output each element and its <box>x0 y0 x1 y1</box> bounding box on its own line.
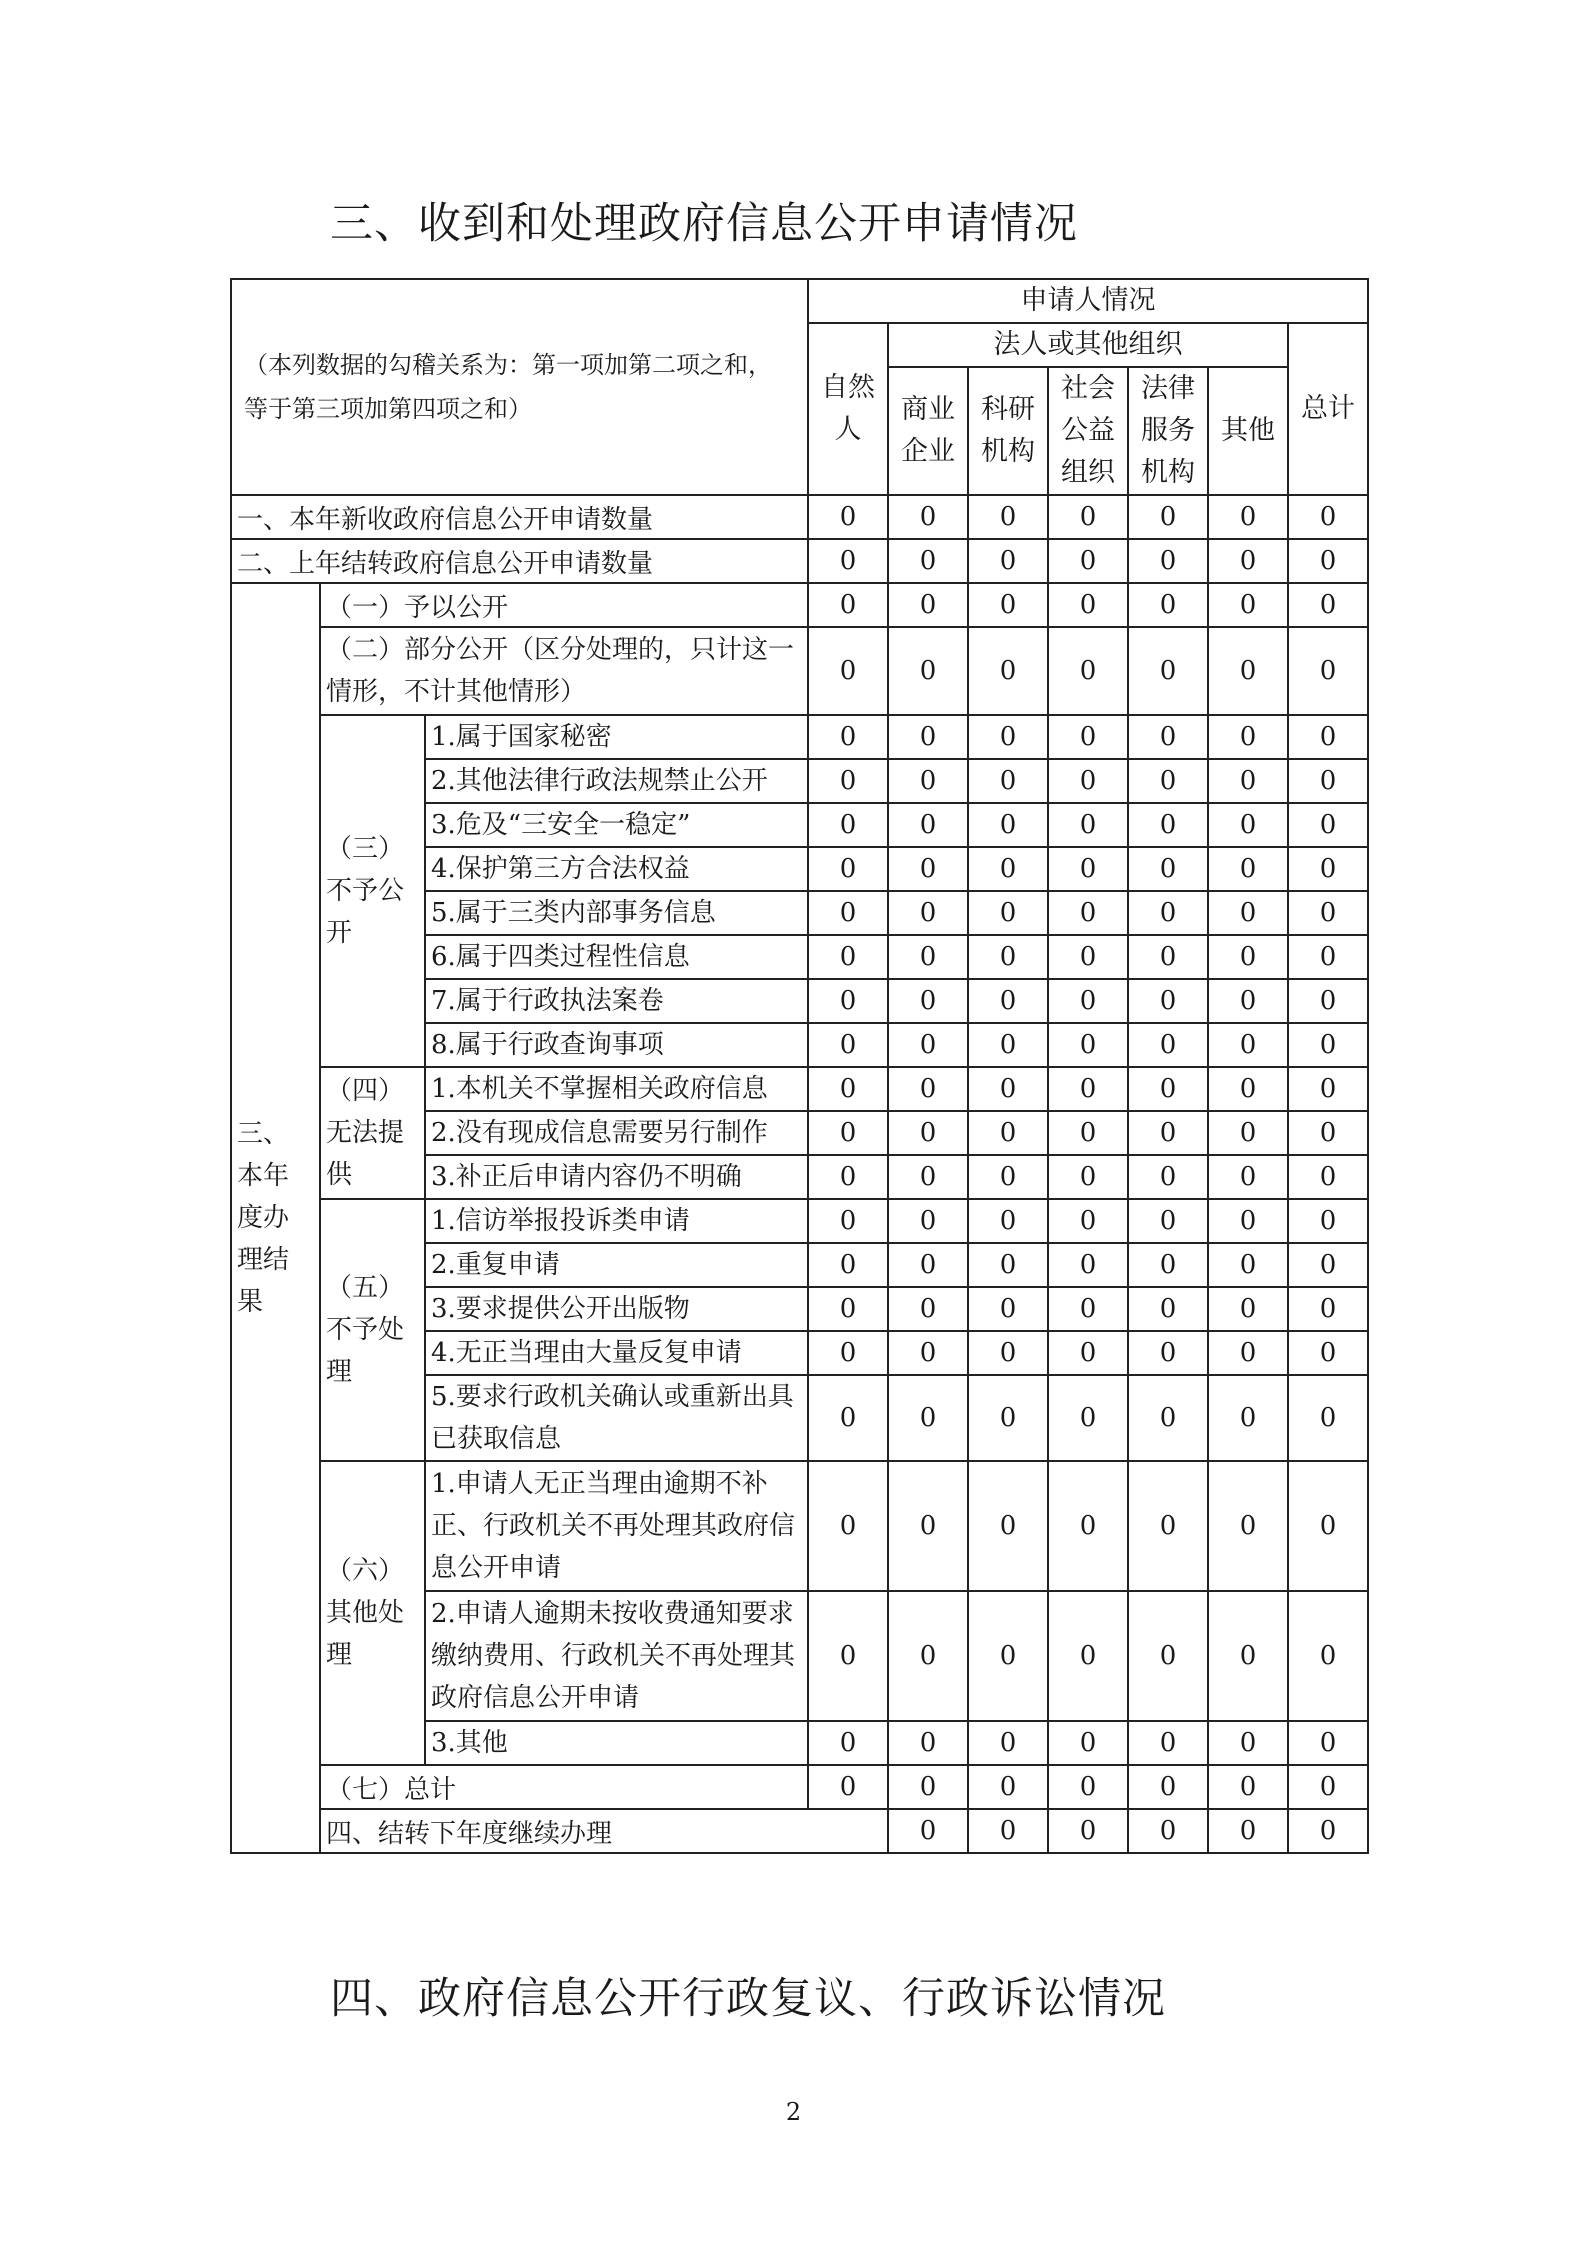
value-cell: 0 <box>888 1199 968 1243</box>
header-natural-person: 自然人 <box>808 323 888 495</box>
value-cell: 0 <box>1128 1023 1208 1067</box>
value-cell: 0 <box>1048 1155 1128 1199</box>
value-cell: 0 <box>888 1287 968 1331</box>
value-cell: 0 <box>1208 1243 1288 1287</box>
value-cell: 0 <box>1208 1765 1288 1809</box>
value-cell: 0 <box>808 627 888 715</box>
value-cell: 0 <box>1288 1375 1368 1461</box>
value-cell: 0 <box>1288 979 1368 1023</box>
header-applicant: 申请人情况 <box>808 279 1368 323</box>
value-cell: 0 <box>888 1375 968 1461</box>
value-cell: 0 <box>808 1111 888 1155</box>
value-cell: 0 <box>1128 979 1208 1023</box>
row-label-new-applications: 一、本年新收政府信息公开申请数量 <box>231 495 808 539</box>
value-cell: 0 <box>1048 979 1128 1023</box>
value-cell: 0 <box>1288 803 1368 847</box>
value-cell: 0 <box>1288 495 1368 539</box>
value-cell: 0 <box>888 627 968 715</box>
table-row <box>231 539 1368 583</box>
value-cell: 0 <box>888 1331 968 1375</box>
row-label-item: 1.申请人无正当理由逾期不补正、行政机关不再处理其政府信息公开申请 <box>425 1461 808 1591</box>
value-cell: 0 <box>1048 891 1128 935</box>
value-cell: 0 <box>888 715 968 759</box>
value-cell: 0 <box>808 583 888 627</box>
value-cell: 0 <box>1048 1023 1128 1067</box>
value-cell: 0 <box>1208 847 1288 891</box>
value-cell: 0 <box>1128 759 1208 803</box>
value-cell: 0 <box>968 495 1048 539</box>
value-cell: 0 <box>1288 1199 1368 1243</box>
value-cell: 0 <box>808 935 888 979</box>
value-cell: 0 <box>968 1591 1048 1721</box>
value-cell: 0 <box>1208 627 1288 715</box>
value-cell: 0 <box>968 1331 1048 1375</box>
row-label-item: 6.属于四类过程性信息 <box>425 935 808 979</box>
value-cell: 0 <box>1048 1287 1128 1331</box>
value-cell: 0 <box>1208 979 1288 1023</box>
value-cell: 0 <box>1288 1765 1368 1809</box>
value-cell: 0 <box>808 1721 888 1765</box>
value-cell: 0 <box>968 1809 1048 1853</box>
value-cell: 0 <box>1208 1155 1288 1199</box>
value-cell: 0 <box>1288 891 1368 935</box>
value-cell: 0 <box>1048 1067 1128 1111</box>
value-cell: 0 <box>808 1591 888 1721</box>
row-label-item: 1.本机关不掌握相关政府信息 <box>425 1067 808 1111</box>
value-cell: 0 <box>1208 1809 1288 1853</box>
value-cell: 0 <box>888 583 968 627</box>
value-cell: 0 <box>1208 1331 1288 1375</box>
value-cell: 0 <box>968 1243 1048 1287</box>
value-cell: 0 <box>968 891 1048 935</box>
value-cell: 0 <box>888 1023 968 1067</box>
value-cell: 0 <box>1128 847 1208 891</box>
row-label-carried-over: 二、上年结转政府信息公开申请数量 <box>231 539 808 583</box>
value-cell: 0 <box>1048 1591 1128 1721</box>
value-cell: 0 <box>808 1067 888 1111</box>
value-cell: 0 <box>1208 1461 1288 1591</box>
value-cell: 0 <box>808 1375 888 1461</box>
value-cell: 0 <box>1288 1809 1368 1853</box>
value-cell: 0 <box>968 759 1048 803</box>
value-cell: 0 <box>968 1199 1048 1243</box>
value-cell: 0 <box>1288 1155 1368 1199</box>
value-cell: 0 <box>1288 1461 1368 1591</box>
value-cell: 0 <box>1208 759 1288 803</box>
value-cell: 0 <box>1128 1591 1208 1721</box>
header-social: 社会公益组织 <box>1048 367 1128 495</box>
value-cell: 0 <box>1288 1111 1368 1155</box>
row-label-item: 3.危及“三安全一稳定” <box>425 803 808 847</box>
row-label-partial: （二）部分公开（区分处理的，只计这一情形，不计其他情形） <box>320 627 808 715</box>
row-label-item: 3.其他 <box>425 1721 808 1765</box>
row-label-item: 4.保护第三方合法权益 <box>425 847 808 891</box>
value-cell: 0 <box>968 1461 1048 1591</box>
value-cell: 0 <box>1128 1721 1208 1765</box>
value-cell: 0 <box>1208 1111 1288 1155</box>
value-cell: 0 <box>1208 495 1288 539</box>
value-cell: 0 <box>1288 583 1368 627</box>
value-cell: 0 <box>1048 1111 1128 1155</box>
value-cell: 0 <box>808 495 888 539</box>
row-label-item: 7.属于行政执法案卷 <box>425 979 808 1023</box>
group-label-unable: （四）无法提供 <box>320 1067 425 1199</box>
value-cell: 0 <box>1128 1243 1208 1287</box>
header-legal-group: 法人或其他组织 <box>888 323 1288 367</box>
value-cell: 0 <box>1128 935 1208 979</box>
row-label-disclosed: （一）予以公开 <box>320 583 808 627</box>
value-cell: 0 <box>1288 715 1368 759</box>
value-cell: 0 <box>808 539 888 583</box>
value-cell: 0 <box>888 803 968 847</box>
header-research: 科研机构 <box>968 367 1048 495</box>
value-cell: 0 <box>1288 1287 1368 1331</box>
table-note: （本列数据的勾稽关系为：第一项加第二项之和，等于第三项加第四项之和） <box>231 279 808 495</box>
value-cell: 0 <box>1208 1023 1288 1067</box>
row-label-item: 3.补正后申请内容仍不明确 <box>425 1155 808 1199</box>
value-cell: 0 <box>1288 759 1368 803</box>
value-cell: 0 <box>808 1765 888 1809</box>
value-cell: 0 <box>968 1721 1048 1765</box>
row-label-item: 4.无正当理由大量反复申请 <box>425 1331 808 1375</box>
value-cell: 0 <box>1128 1155 1208 1199</box>
value-cell: 0 <box>888 847 968 891</box>
value-cell: 0 <box>1128 539 1208 583</box>
table-row <box>231 583 1368 627</box>
value-cell: 0 <box>968 1111 1048 1155</box>
group-label-results: 三、本年度办理结果 <box>231 583 320 1853</box>
value-cell: 0 <box>888 1765 968 1809</box>
row-label-item: 5.要求行政机关确认或重新出具已获取信息 <box>425 1375 808 1461</box>
value-cell: 0 <box>808 1461 888 1591</box>
value-cell: 0 <box>808 803 888 847</box>
value-cell: 0 <box>1288 1331 1368 1375</box>
value-cell: 0 <box>968 979 1048 1023</box>
value-cell: 0 <box>1048 803 1128 847</box>
row-label-carry-forward: 四、结转下年度继续办理 <box>320 1809 888 1853</box>
value-cell: 0 <box>1048 759 1128 803</box>
value-cell: 0 <box>968 715 1048 759</box>
value-cell: 0 <box>888 891 968 935</box>
table-row <box>231 1765 1368 1809</box>
value-cell: 0 <box>1128 1765 1208 1809</box>
section-title-4: 四、政府信息公开行政复议、行政诉讼情况 <box>330 1974 1166 2024</box>
value-cell: 0 <box>808 1331 888 1375</box>
value-cell: 0 <box>968 1023 1048 1067</box>
value-cell: 0 <box>1048 1375 1128 1461</box>
value-cell: 0 <box>888 1111 968 1155</box>
value-cell: 0 <box>968 1067 1048 1111</box>
value-cell: 0 <box>1288 1067 1368 1111</box>
group-label-other-handling: （六）其他处理 <box>320 1461 425 1765</box>
value-cell: 0 <box>1288 935 1368 979</box>
value-cell: 0 <box>968 583 1048 627</box>
value-cell: 0 <box>1128 1111 1208 1155</box>
value-cell: 0 <box>1048 935 1128 979</box>
value-cell: 0 <box>808 1155 888 1199</box>
header-total: 总计 <box>1288 323 1368 495</box>
section-title-3: 三、收到和处理政府信息公开申请情况 <box>330 199 1078 249</box>
value-cell: 0 <box>888 1461 968 1591</box>
value-cell: 0 <box>1208 1721 1288 1765</box>
value-cell: 0 <box>888 1809 968 1853</box>
value-cell: 0 <box>808 1023 888 1067</box>
value-cell: 0 <box>968 1375 1048 1461</box>
group-label-not-processed: （五）不予处理 <box>320 1199 425 1461</box>
value-cell: 0 <box>968 1287 1048 1331</box>
value-cell: 0 <box>808 847 888 891</box>
table-row <box>231 627 1368 715</box>
value-cell: 0 <box>1128 1199 1208 1243</box>
value-cell: 0 <box>1288 1023 1368 1067</box>
value-cell: 0 <box>1128 715 1208 759</box>
row-label-item: 2.没有现成信息需要另行制作 <box>425 1111 808 1155</box>
table-row <box>231 495 1368 539</box>
value-cell: 0 <box>968 627 1048 715</box>
value-cell: 0 <box>1208 891 1288 935</box>
row-label-item: 2.其他法律行政法规禁止公开 <box>425 759 808 803</box>
value-cell: 0 <box>808 891 888 935</box>
row-label-item: 2.申请人逾期未按收费通知要求缴纳费用、行政机关不再处理其政府信息公开申请 <box>425 1591 808 1721</box>
value-cell: 0 <box>1208 1591 1288 1721</box>
value-cell: 0 <box>1128 1331 1208 1375</box>
value-cell: 0 <box>808 759 888 803</box>
value-cell: 0 <box>1208 935 1288 979</box>
value-cell: 0 <box>1208 715 1288 759</box>
value-cell: 0 <box>1048 627 1128 715</box>
table-row <box>231 1809 1368 1853</box>
value-cell: 0 <box>968 1765 1048 1809</box>
value-cell: 0 <box>1288 539 1368 583</box>
row-label-item: 1.信访举报投诉类申请 <box>425 1199 808 1243</box>
value-cell: 0 <box>1208 583 1288 627</box>
value-cell: 0 <box>1128 803 1208 847</box>
value-cell: 0 <box>888 1155 968 1199</box>
value-cell: 0 <box>1128 1067 1208 1111</box>
value-cell: 0 <box>888 759 968 803</box>
value-cell: 0 <box>1048 1243 1128 1287</box>
value-cell: 0 <box>888 935 968 979</box>
row-label-item: 1.属于国家秘密 <box>425 715 808 759</box>
value-cell: 0 <box>1128 891 1208 935</box>
value-cell: 0 <box>808 1199 888 1243</box>
value-cell: 0 <box>808 1287 888 1331</box>
value-cell: 0 <box>1048 1199 1128 1243</box>
value-cell: 0 <box>968 539 1048 583</box>
header-other: 其他 <box>1208 367 1288 495</box>
table-row <box>231 715 1368 759</box>
value-cell: 0 <box>808 1243 888 1287</box>
value-cell: 0 <box>888 1243 968 1287</box>
value-cell: 0 <box>968 847 1048 891</box>
value-cell: 0 <box>888 1591 968 1721</box>
row-label-item: 2.重复申请 <box>425 1243 808 1287</box>
table-row <box>231 1067 1368 1111</box>
value-cell: 0 <box>1048 539 1128 583</box>
value-cell: 0 <box>1128 1375 1208 1461</box>
application-stats-table <box>230 278 1369 1854</box>
value-cell: 0 <box>888 1721 968 1765</box>
table-row <box>231 1199 1368 1243</box>
value-cell: 0 <box>1288 847 1368 891</box>
value-cell: 0 <box>1048 847 1128 891</box>
table-row <box>231 1461 1368 1591</box>
value-cell: 0 <box>888 979 968 1023</box>
value-cell: 0 <box>1288 627 1368 715</box>
value-cell: 0 <box>1208 1067 1288 1111</box>
value-cell: 0 <box>1048 715 1128 759</box>
value-cell: 0 <box>1128 495 1208 539</box>
row-label-subtotal: （七）总计 <box>320 1765 808 1809</box>
value-cell: 0 <box>1128 1461 1208 1591</box>
value-cell: 0 <box>808 979 888 1023</box>
value-cell: 0 <box>1288 1591 1368 1721</box>
value-cell: 0 <box>888 1067 968 1111</box>
value-cell: 0 <box>1288 1721 1368 1765</box>
value-cell: 0 <box>1208 803 1288 847</box>
value-cell: 0 <box>968 803 1048 847</box>
value-cell: 0 <box>1208 1375 1288 1461</box>
value-cell: 0 <box>1208 1199 1288 1243</box>
value-cell: 0 <box>808 715 888 759</box>
value-cell: 0 <box>1048 1331 1128 1375</box>
value-cell: 0 <box>1128 1287 1208 1331</box>
value-cell: 0 <box>1208 539 1288 583</box>
value-cell: 0 <box>1048 1461 1128 1591</box>
group-label-not-disclosed: （三）不予公开 <box>320 715 425 1067</box>
value-cell: 0 <box>1208 1287 1288 1331</box>
value-cell: 0 <box>1048 1721 1128 1765</box>
row-label-item: 8.属于行政查询事项 <box>425 1023 808 1067</box>
value-cell: 0 <box>888 495 968 539</box>
header-business: 商业企业 <box>888 367 968 495</box>
header-legal-service: 法律服务机构 <box>1128 367 1208 495</box>
row-label-item: 3.要求提供公开出版物 <box>425 1287 808 1331</box>
value-cell: 0 <box>1288 1243 1368 1287</box>
value-cell: 0 <box>1048 583 1128 627</box>
page-number: 2 <box>785 2098 802 2126</box>
value-cell: 0 <box>1048 1809 1128 1853</box>
row-label-item: 5.属于三类内部事务信息 <box>425 891 808 935</box>
value-cell: 0 <box>1128 1809 1208 1853</box>
value-cell: 0 <box>888 539 968 583</box>
value-cell: 0 <box>968 1155 1048 1199</box>
value-cell: 0 <box>1048 1765 1128 1809</box>
value-cell: 0 <box>1048 495 1128 539</box>
value-cell: 0 <box>968 935 1048 979</box>
value-cell: 0 <box>1128 627 1208 715</box>
value-cell: 0 <box>1128 583 1208 627</box>
